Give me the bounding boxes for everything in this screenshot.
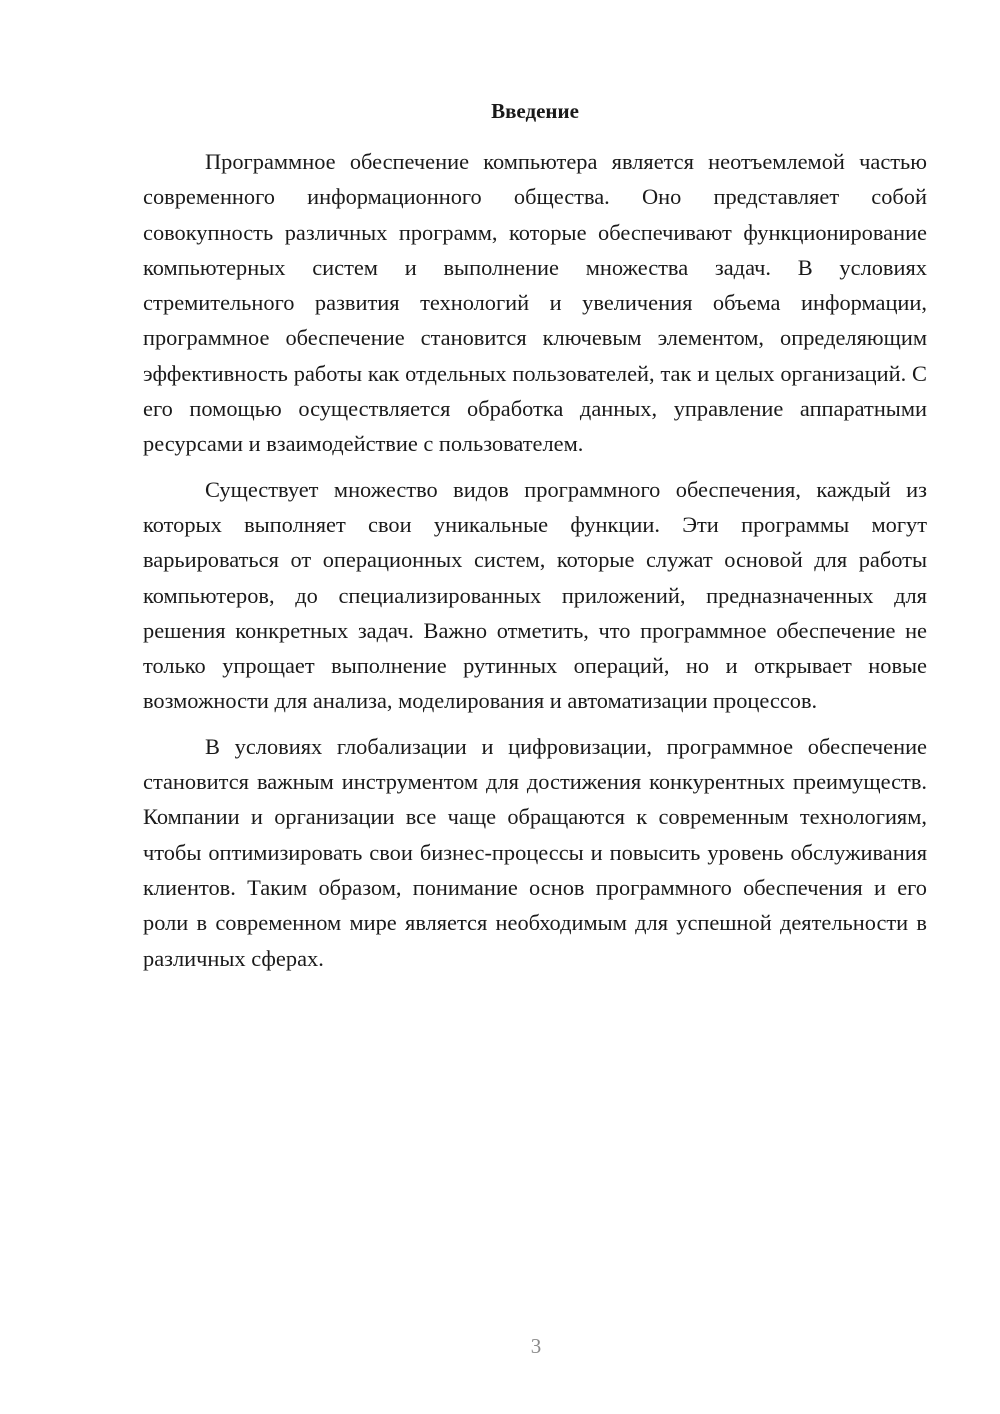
paragraph-2: Существует множество видов программного обеспечения, каждый из которых выполняет свои уникальные функции. Эти программы могут варьироваться от операционных систем, которые служат основой для работы компьютеров, до специализированных приложений, предназначенных для решения конкретных задач. Важно отметить, что программное обеспечение не только упрощает выполнение рутинных операций, но и открывает новые возможности для анализа, моделирования и автоматизации процессов. (143, 476, 927, 714)
page-number: 3 (530, 1334, 542, 1358)
page-title: Введение (491, 99, 579, 123)
document-body (143, 144, 927, 986)
paragraph-3: В условиях глобализации и цифровизации, программное обеспечение становится важным инструментом для достижения конкурентных преимуществ. Компании и организации все чаще обращаются к современным технологиям, чтобы оптимизировать свои бизнес-процессы и повысить уровень обслуживания клиентов. Таким образом, понимание основ программного обеспечения и его роли в современном мире является необходимым для успешной деятельности в различных сферах. (143, 733, 927, 971)
paragraph-1: Программное обеспечение компьютера является неотъемлемой частью современного информационного общества. Оно представляет собой совокупность различных программ, которые обеспечивают функционирование компьютерных систем и выполнение множества задач. В условиях стремительного развития технологий и увеличения объема информации, программное обеспечение становится ключевым элементом, определяющим эффективность работы как отдельных пользователей, так и целых организаций. С его помощью осуществляется обработка данных, управление аппаратными ресурсами и взаимодействие с пользователем. (143, 149, 927, 457)
